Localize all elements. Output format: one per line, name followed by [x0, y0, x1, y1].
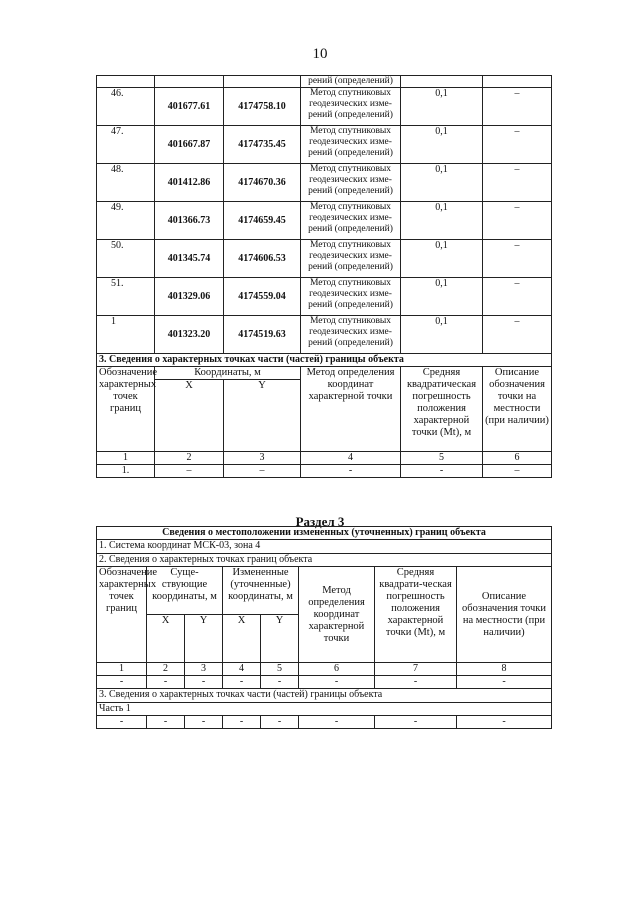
coord-x: 401329.06	[155, 278, 224, 316]
data-cell: -	[457, 676, 552, 689]
method-line: Метод спутниковых	[309, 126, 392, 136]
method-line: геодезических изме-	[309, 213, 392, 223]
data-cell: -	[457, 716, 552, 729]
coord-y: 4174659.45	[224, 202, 301, 240]
table-row	[97, 240, 552, 278]
header-x: X	[223, 615, 261, 663]
method-line: геодезических изме-	[309, 99, 392, 109]
accuracy-value: 0,1	[401, 202, 483, 240]
method-line: геодезических изме-	[309, 289, 392, 299]
data-cell: -	[223, 716, 261, 729]
data-cell: -	[299, 716, 375, 729]
data-cell: –	[483, 465, 552, 478]
header-accuracy: Средняя квадрати-ческая погрешность положения характерной точки (Mt), м	[375, 567, 457, 663]
header-method: Метод определения координат характерной точки	[301, 367, 401, 452]
table-row	[97, 316, 552, 354]
data-cell: –	[155, 465, 224, 478]
table-row	[97, 126, 552, 164]
data-cell: -	[223, 676, 261, 689]
index-cell: 6	[483, 452, 552, 465]
accuracy-value: 0,1	[401, 278, 483, 316]
description-value: –	[483, 88, 552, 126]
method-line: геодезических изме-	[309, 251, 392, 261]
coord-x: 401412.86	[155, 164, 224, 202]
method-line: рений (определений)	[308, 338, 393, 348]
method-line: Метод спутниковых	[309, 164, 392, 174]
table-row	[97, 88, 552, 126]
part3-title-row	[97, 354, 552, 367]
header-x: X	[147, 615, 185, 663]
header-point-label: Обозначение характерных точек границ	[97, 367, 155, 452]
data-cell: -	[185, 716, 223, 729]
data-cell: –	[224, 465, 301, 478]
header-y: Y	[185, 615, 223, 663]
accuracy-value: 0,1	[401, 164, 483, 202]
data-cell: -	[185, 676, 223, 689]
method-line: Метод спутниковых	[309, 240, 392, 250]
points-title: 2. Сведения о характерных точках границ объекта	[97, 554, 552, 567]
header-point-label: Обозначение характерных точек границ	[97, 567, 147, 663]
method-line: рений (определений)	[308, 300, 393, 310]
header-x: X	[155, 380, 224, 452]
table-row	[97, 202, 552, 240]
index-cell: 7	[375, 663, 457, 676]
header-description: Описание обозначения точки на местности (при наличии)	[457, 567, 552, 663]
section-heading: Раздел 3	[295, 514, 345, 529]
data-cell: -	[301, 465, 401, 478]
index-cell: 1	[97, 663, 147, 676]
data-cell: -	[375, 676, 457, 689]
section3-table	[96, 526, 552, 729]
index-cell: 8	[457, 663, 552, 676]
data-cell: 1.	[97, 465, 155, 478]
index-cell: 1	[97, 452, 155, 465]
data-cell: -	[147, 676, 185, 689]
header-method: Метод определения координат характерной точки	[299, 567, 375, 663]
method-cell	[301, 126, 401, 164]
method-line: рений (определений)	[308, 148, 393, 158]
header-accuracy: Средняя квадратическая погрешность положения характерной точки (Mt), м	[401, 367, 483, 452]
section3-title: Сведения о местоположении измененных (уточненных) границ объекта	[97, 527, 552, 540]
index-cell: 5	[261, 663, 299, 676]
index-cell: 2	[155, 452, 224, 465]
table-row	[97, 676, 552, 689]
table-row	[97, 465, 552, 478]
point-number: 48.	[97, 164, 155, 202]
method-cell	[301, 88, 401, 126]
data-cell: -	[97, 716, 147, 729]
accuracy-value: 0,1	[401, 316, 483, 354]
coordinate-system: 1. Система координат МСК-03, зона 4	[97, 540, 552, 554]
description-value: –	[483, 202, 552, 240]
index-cell: 4	[301, 452, 401, 465]
method-line: Метод спутниковых	[309, 278, 392, 288]
part3-title: 3. Сведения о характерных точках части (частей) границы объекта	[97, 354, 552, 367]
index-cell: 4	[223, 663, 261, 676]
index-cell: 6	[299, 663, 375, 676]
header-y: Y	[224, 380, 301, 452]
method-cell	[301, 240, 401, 278]
data-cell: -	[401, 465, 483, 478]
header-y: Y	[261, 615, 299, 663]
part1-label: Часть 1	[97, 703, 552, 716]
point-number: 1	[97, 316, 155, 354]
point-number: 46.	[97, 88, 155, 126]
point-number: 50.	[97, 240, 155, 278]
point-number: 49.	[97, 202, 155, 240]
index-cell: 2	[147, 663, 185, 676]
method-line: рений (определений)	[308, 262, 393, 272]
method-line: Метод спутниковых	[309, 202, 392, 212]
index-cell: 5	[401, 452, 483, 465]
accuracy-value: 0,1	[401, 126, 483, 164]
accuracy-value: 0,1	[401, 240, 483, 278]
description-value: –	[483, 240, 552, 278]
method-line: рений (определений)	[308, 110, 393, 120]
method-line: рений (определений)	[308, 224, 393, 234]
method-line: Метод спутниковых	[309, 316, 392, 326]
coord-x: 401345.74	[155, 240, 224, 278]
index-row	[97, 452, 552, 465]
points-table	[96, 75, 552, 478]
accuracy-value: 0,1	[401, 88, 483, 126]
header-changed-coords: Измененные (уточненные) координаты, м	[223, 567, 299, 615]
data-cell: -	[299, 676, 375, 689]
coord-x: 401366.73	[155, 202, 224, 240]
coord-y: 4174559.04	[224, 278, 301, 316]
data-cell: -	[261, 676, 299, 689]
data-cell: -	[147, 716, 185, 729]
header-coords: Координаты, м	[155, 367, 301, 380]
coord-x: 401323.20	[155, 316, 224, 354]
coord-x: 401677.61	[155, 88, 224, 126]
description-value: –	[483, 316, 552, 354]
method-cell	[301, 278, 401, 316]
coord-y: 4174519.63	[224, 316, 301, 354]
description-value: –	[483, 164, 552, 202]
method-line: геодезических изме-	[309, 327, 392, 337]
method-cell	[301, 202, 401, 240]
header-row	[97, 367, 552, 380]
method-line: рений (определений)	[308, 186, 393, 196]
description-value: –	[483, 126, 552, 164]
method-cell	[301, 316, 401, 354]
part3-title: 3. Сведения о характерных точках части (частей) границы объекта	[97, 689, 552, 703]
page-number: 10	[312, 46, 328, 62]
method-line: геодезических изме-	[309, 175, 392, 185]
table-row	[97, 76, 552, 88]
table-row	[97, 164, 552, 202]
table-row	[97, 716, 552, 729]
coord-y: 4174758.10	[224, 88, 301, 126]
header-description: Описание обозначения точки на местности (при наличии)	[483, 367, 552, 452]
index-row	[97, 663, 552, 676]
method-cell	[301, 164, 401, 202]
method-line: геодезических изме-	[309, 137, 392, 147]
description-value: –	[483, 278, 552, 316]
table-row	[97, 278, 552, 316]
index-cell: 3	[185, 663, 223, 676]
method-cell: рений (определений)	[301, 76, 401, 88]
data-cell: -	[97, 676, 147, 689]
coord-x: 401667.87	[155, 126, 224, 164]
data-cell: -	[375, 716, 457, 729]
method-line: Метод спутниковых	[309, 88, 392, 98]
coord-y: 4174670.36	[224, 164, 301, 202]
point-number: 51.	[97, 278, 155, 316]
coord-y: 4174606.53	[224, 240, 301, 278]
header-existing-coords: Суще-ствующие координаты, м	[147, 567, 223, 615]
data-cell: -	[261, 716, 299, 729]
point-number: 47.	[97, 126, 155, 164]
coord-y: 4174735.45	[224, 126, 301, 164]
index-cell: 3	[224, 452, 301, 465]
